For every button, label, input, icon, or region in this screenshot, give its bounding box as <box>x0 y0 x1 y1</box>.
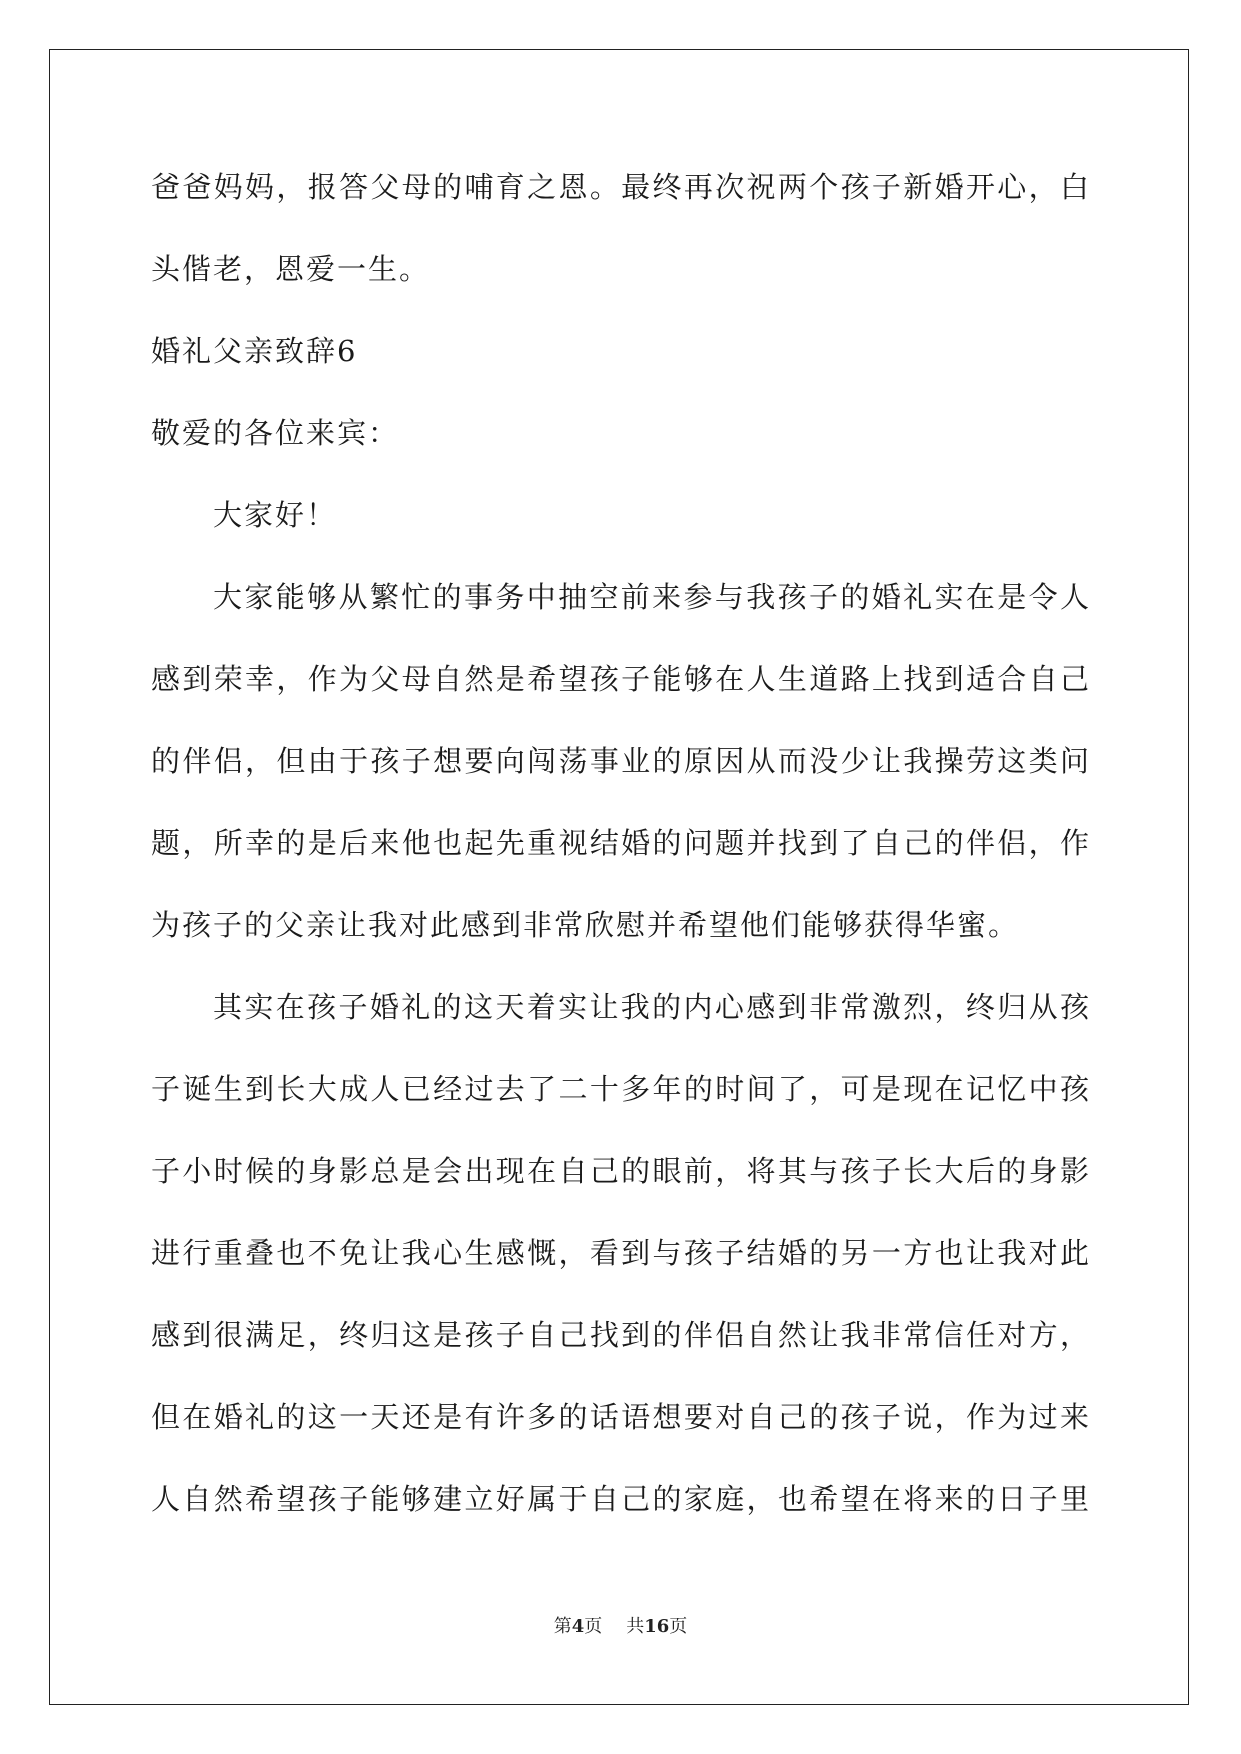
total-prefix: 共 <box>626 1616 645 1637</box>
paragraph-line: 为孩子的父亲让我对此感到非常欣慰并希望他们能够获得华蜜。 <box>151 908 1020 942</box>
page-footer <box>0 1612 1241 1638</box>
page-prefix: 第 <box>553 1616 572 1637</box>
paragraph-line: 题，所幸的是后来他也起先重视结婚的问题并找到了自己的伴侣，作 <box>151 826 1091 860</box>
paragraph-line: 进行重叠也不免让我心生感慨，看到与孩子结婚的另一方也让我对此 <box>151 1236 1091 1270</box>
paragraph-line: 人自然希望孩子能够建立好属于自己的家庭，也希望在将来的日子里 <box>151 1482 1091 1516</box>
total-page-count: 16 <box>644 1616 670 1637</box>
paragraph-line: 子小时候的身影总是会出现在自己的眼前，将其与孩子长大后的身影 <box>151 1154 1091 1188</box>
document-body <box>151 162 1091 1556</box>
paragraph-line: 大家能够从繁忙的事务中抽空前来参与我孩子的婚礼实在是令人 <box>213 580 1091 614</box>
paragraph-line: 爸爸妈妈，报答父母的哺育之恩。最终再次祝两个孩子新婚开心，白 <box>151 170 1091 204</box>
section-heading: 婚礼父亲致辞6 <box>151 334 358 368</box>
paragraph-line: 其实在孩子婚礼的这天着实让我的内心感到非常激烈，终归从孩 <box>213 990 1091 1024</box>
salutation: 敬爱的各位来宾： <box>151 416 400 450</box>
paragraph-line: 感到荣幸，作为父母自然是希望孩子能够在人生道路上找到适合自己 <box>151 662 1091 696</box>
paragraph-line: 感到很满足，终归这是孩子自己找到的伴侣自然让我非常信任对方， <box>151 1318 1091 1352</box>
total-unit: 页 <box>669 1616 688 1637</box>
greeting: 大家好！ <box>213 498 338 532</box>
paragraph-line: 头偕老，恩爱一生。 <box>151 252 431 286</box>
current-page-number: 4 <box>571 1616 585 1637</box>
paragraph-line: 但在婚礼的这一天还是有许多的话语想要对自己的孩子说，作为过来 <box>151 1400 1091 1434</box>
paragraph-line: 子诞生到长大成人已经过去了二十多年的时间了，可是现在记忆中孩 <box>151 1072 1091 1106</box>
page-unit: 页 <box>584 1616 603 1637</box>
paragraph-line: 的伴侣，但由于孩子想要向闯荡事业的原因从而没少让我操劳这类问 <box>151 744 1091 778</box>
